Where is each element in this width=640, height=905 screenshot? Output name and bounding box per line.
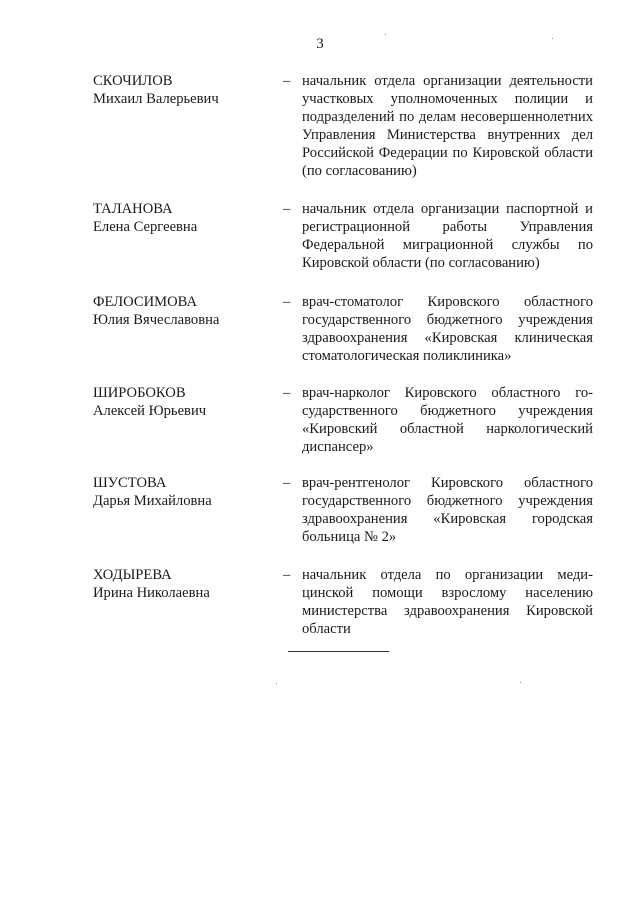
closing-rule xyxy=(288,651,389,652)
member-list xyxy=(93,72,593,656)
member-surname: ХОДЫРЕВА xyxy=(93,567,172,583)
member-position: начальник отдела организации деятельности участковых уполномоченных полиции и подразделений по делам несовершеннолетних Управления Министерства внутренних дел Российской Федерации по Кировской области (по согласованию) xyxy=(302,73,593,179)
member-surname: ТАЛАНОВА xyxy=(93,201,173,217)
member-surname: ФЕЛОСИМОВА xyxy=(93,294,198,310)
scan-speck xyxy=(385,34,386,35)
member-name xyxy=(93,293,283,329)
dash-separator: – xyxy=(283,201,291,217)
member-row xyxy=(93,72,593,180)
member-given-names: Алексей Юрьевич xyxy=(93,403,207,419)
member-position: врач-нарколог Кировского областного государственного бюджетного учреждения «Кировский областной наркологический диспансер» xyxy=(302,385,593,455)
member-name xyxy=(93,566,283,602)
member-given-names: Михаил Валерьевич xyxy=(93,91,219,107)
member-given-names: Ирина Николаевна xyxy=(93,585,210,601)
member-row xyxy=(93,474,593,546)
member-position: начальник отдела по организации медицинской помощи взрослому населению министерства здравоохранения Кировской области xyxy=(302,567,593,637)
page-number: 3 xyxy=(316,36,324,52)
member-row xyxy=(93,200,593,272)
member-surname: СКОЧИЛОВ xyxy=(93,73,173,89)
member-name xyxy=(93,72,283,108)
scan-speck xyxy=(552,38,553,39)
member-position: врач-стоматолог Кировского областного государственного бюджетного учреждения здравоохранения «Кировская клиническая стоматологическая поликлиника» xyxy=(302,294,593,364)
member-name xyxy=(93,384,283,420)
member-given-names: Елена Сергеевна xyxy=(93,219,198,235)
member-position: начальник отдела организации паспортной и регистрационной работы Управления Федеральной миграционной службы по Кировской области (по согласованию) xyxy=(302,201,593,271)
dash-separator: – xyxy=(283,294,291,310)
dash-separator: – xyxy=(283,475,291,491)
member-position: врач-рентгенолог Кировского областного государственного бюджетного учреждения здравоохранения «Кировская городская больница № 2» xyxy=(302,475,593,545)
member-given-names: Юлия Вячеславовна xyxy=(93,312,220,328)
member-surname: ШУСТОВА xyxy=(93,475,167,491)
member-row xyxy=(93,384,593,456)
scan-speck xyxy=(520,682,521,683)
dash-separator: – xyxy=(283,385,291,401)
member-name xyxy=(93,200,283,236)
member-surname: ШИРОБОКОВ xyxy=(93,385,186,401)
member-row xyxy=(93,293,593,365)
dash-separator: – xyxy=(283,73,291,89)
member-row xyxy=(93,566,593,638)
member-given-names: Дарья Михайловна xyxy=(93,493,212,509)
dash-separator: – xyxy=(283,567,291,583)
member-name xyxy=(93,474,283,510)
scan-speck xyxy=(276,683,277,684)
